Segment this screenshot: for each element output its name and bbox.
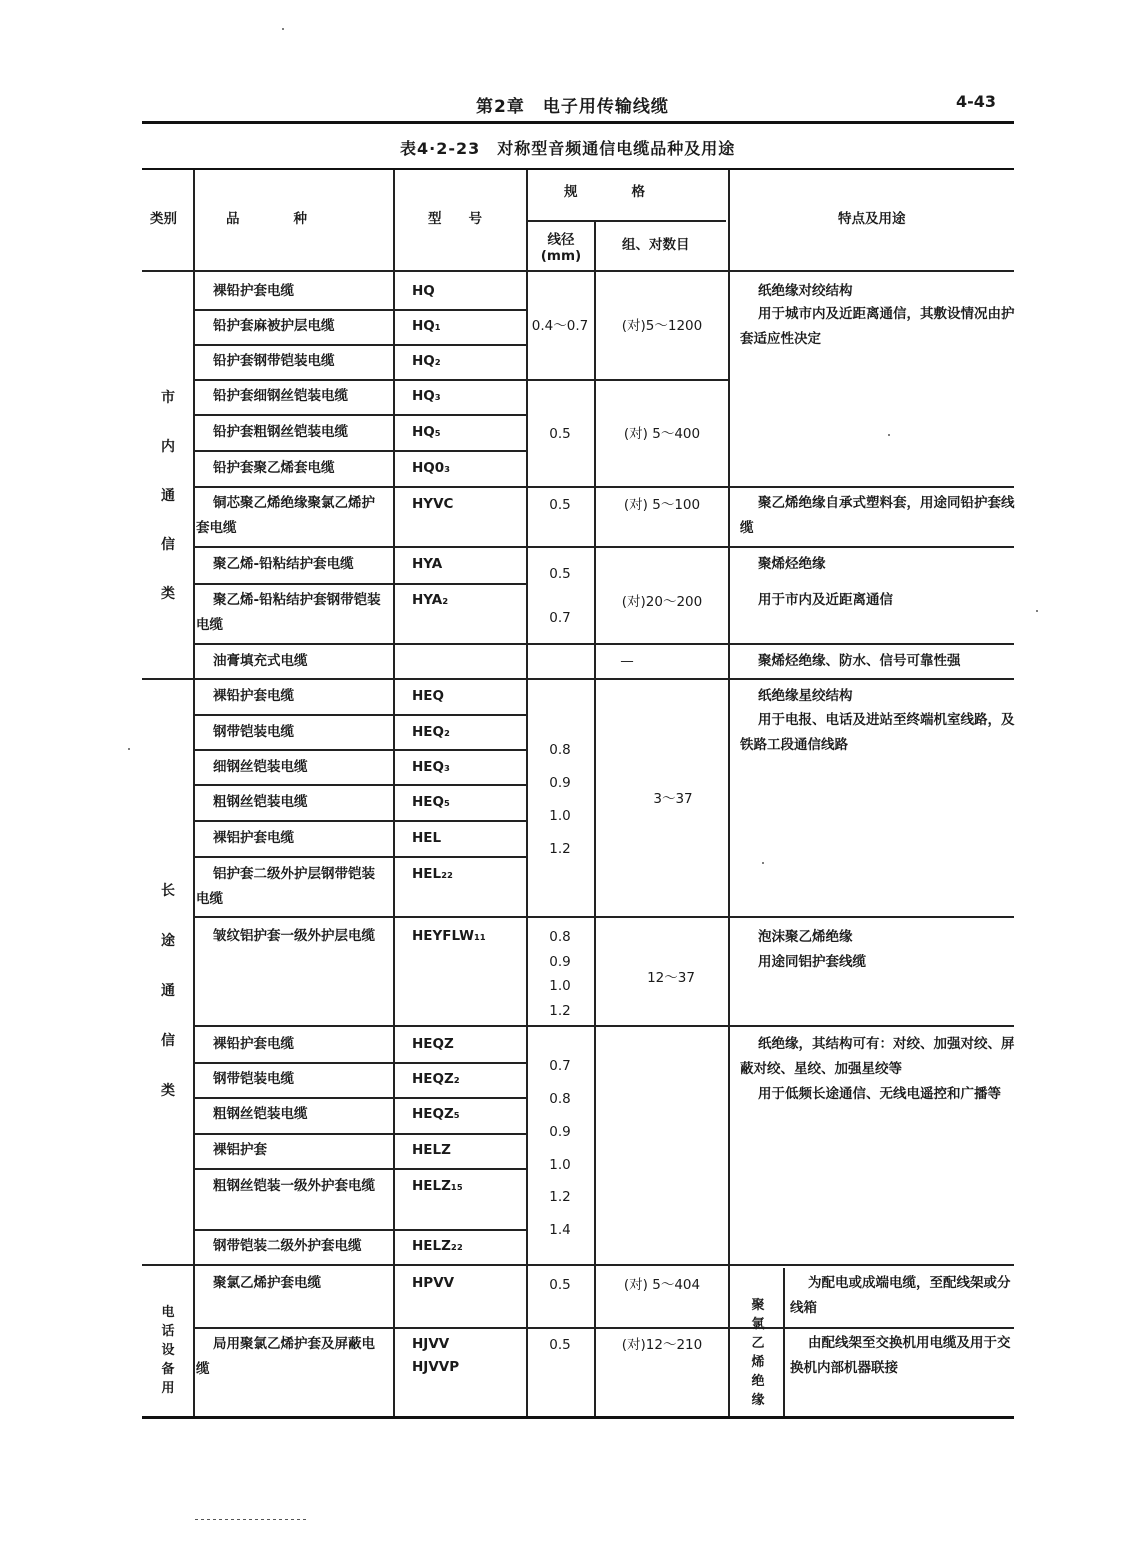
pairs-cell: (对)5～1200 xyxy=(621,318,703,334)
diameter-cell: 1.0 xyxy=(549,808,571,824)
variety-cell: 铅护套聚乙烯套电缆 xyxy=(213,460,335,476)
model-cell: HEQ₅ xyxy=(412,794,450,810)
model-cell: HEQZ₅ xyxy=(412,1106,460,1122)
diameter-cell: 0.9 xyxy=(549,954,571,970)
usage-cell: 聚乙烯绝缘自承式塑料套，用途同铅护套线缆 xyxy=(740,495,1015,536)
model-cell: HQ₃ xyxy=(412,388,441,404)
table-title: 表4·2-23 对称型音频通信电缆品种及用途 xyxy=(400,139,736,158)
diameter-cell: 1.0 xyxy=(549,978,571,994)
diameter-cell: 0.5 xyxy=(549,426,571,442)
pairs-cell: (对) 5～100 xyxy=(623,497,701,513)
grid-line xyxy=(193,583,526,585)
usage-cell: 用途同铝护套线缆 xyxy=(758,954,866,970)
usage-cell: 纸绝缘对绞结构 xyxy=(758,283,853,299)
table-top-rule xyxy=(142,168,1014,170)
grid-line xyxy=(193,170,195,1418)
usage-cell: 用于市内及近距离通信 xyxy=(758,592,893,608)
grid-line xyxy=(193,414,526,416)
pairs-cell: (对)12～210 xyxy=(621,1337,703,1353)
grid-line xyxy=(193,1168,526,1170)
scan-speck xyxy=(128,748,130,750)
usage-cell: 为配电或成端电缆，至配线架或分线箱 xyxy=(790,1275,1011,1316)
model-cell: HYA xyxy=(412,556,443,572)
grid-line xyxy=(193,749,526,751)
model-cell: HQ₂ xyxy=(412,353,441,369)
usage-cell: 用于城市内及近距离通信，其敷设情况由护套适应性决定 xyxy=(740,306,1015,347)
grid-line xyxy=(193,344,526,346)
grid-line xyxy=(193,450,526,452)
grid-line xyxy=(193,916,1014,918)
col-spec: 规 格 xyxy=(564,184,645,200)
model-cell: HQ₅ xyxy=(412,424,441,440)
usage-cell: 用于低频长途通信、无线电遥控和广播等 xyxy=(758,1086,1001,1102)
usage-insulation-label: 聚 氯 乙 烯 绝 缘 xyxy=(751,1298,765,1408)
diameter-cell: 0.5 xyxy=(549,1337,571,1353)
grid-line xyxy=(526,220,726,222)
grid-line xyxy=(193,309,526,311)
grid-line xyxy=(193,1133,526,1135)
diameter-cell: 0.7 xyxy=(549,1058,571,1074)
diameter-cell: 1.2 xyxy=(549,1003,571,1019)
category-long: 长 途 通 信 类 xyxy=(161,883,175,1099)
model-cell: HEL xyxy=(412,830,442,846)
usage-cell: 纸绝缘，其结构可有：对绞、加强对绞、屏蔽对绞、星绞、加强星绞等 xyxy=(740,1036,1015,1077)
diameter-cell: 0.9 xyxy=(549,775,571,791)
diameter-cell: 1.4 xyxy=(549,1222,571,1238)
variety-cell: 铜芯聚乙烯绝缘聚氯乙烯护套电缆 xyxy=(196,495,375,536)
col-pairs: 组、对数目 xyxy=(622,237,690,253)
model-cell: HEYFLW₁₁ xyxy=(412,928,486,944)
variety-cell: 聚氯乙烯护套电缆 xyxy=(213,1275,321,1291)
header-bottom-rule xyxy=(142,270,1014,272)
usage-cell: 用于电报、电话及进站至终端机室线路，及铁路工段通信线路 xyxy=(740,712,1015,753)
usage-cell: 纸绝缘星绞结构 xyxy=(758,688,853,704)
grid-line xyxy=(193,1229,526,1231)
diameter-cell: 1.0 xyxy=(549,1157,571,1173)
variety-cell: 铝护套二级外护层钢带铠装电缆 xyxy=(196,866,375,907)
category-city: 市 内 通 信 类 xyxy=(161,390,175,602)
scan-speck xyxy=(1036,610,1038,612)
grid-line xyxy=(783,1268,785,1418)
model-cell: HEQ₂ xyxy=(412,724,450,740)
variety-cell: 皱纹铝护套一级外护层电缆 xyxy=(213,928,375,944)
footer-dashed-line xyxy=(195,1519,307,1520)
variety-cell: 细钢丝铠装电缆 xyxy=(213,759,308,775)
diameter-cell: 0.7 xyxy=(549,610,571,626)
grid-line xyxy=(193,784,526,786)
variety-cell: 裸铅护套电缆 xyxy=(213,283,294,299)
scan-speck xyxy=(762,862,764,864)
usage-cell: 泡沫聚乙烯绝缘 xyxy=(758,929,853,945)
model-cell: HEL₂₂ xyxy=(412,866,453,882)
variety-cell: 铅护套麻被护层电缆 xyxy=(213,318,335,334)
diameter-cell: 1.2 xyxy=(549,1189,571,1205)
variety-cell: 钢带铠装电缆 xyxy=(213,724,294,740)
grid-line xyxy=(193,714,526,716)
grid-line xyxy=(193,379,728,381)
grid-line xyxy=(193,820,526,822)
grid-line xyxy=(783,1327,1014,1329)
diameter-cell: 0.8 xyxy=(549,929,571,945)
grid-line xyxy=(193,643,1014,645)
variety-cell: 聚乙烯-铅粘结护套电缆 xyxy=(213,556,354,572)
scan-speck xyxy=(282,28,284,30)
variety-cell: 钢带铠装二级外护套电缆 xyxy=(213,1238,362,1254)
diameter-cell: 1.2 xyxy=(549,841,571,857)
variety-cell: 裸铅护套电缆 xyxy=(213,688,294,704)
model-cell: HYVC xyxy=(412,496,454,512)
category-phone: 电 话 设 备 用 xyxy=(161,1305,175,1396)
model-cell: HQ xyxy=(412,283,435,299)
spec-dash: — xyxy=(620,653,634,669)
model-cell: HEQ xyxy=(412,688,444,704)
header-rule xyxy=(142,121,1014,124)
model-cell: HQ₁ xyxy=(412,318,441,334)
diameter-cell: 0.9 xyxy=(549,1124,571,1140)
col-category: 类别 xyxy=(150,211,177,227)
model-cell: HEQ₃ xyxy=(412,759,450,775)
chapter-header: 第2章 电子用传输线缆 xyxy=(476,97,669,117)
usage-cell: 聚烯烃绝缘 xyxy=(758,556,826,572)
diameter-cell: 0.5 xyxy=(549,1277,571,1293)
variety-cell: 铅护套细钢丝铠装电缆 xyxy=(213,388,348,404)
col-diameter: 线径 (mm) xyxy=(540,232,582,264)
variety-cell: 裸铝护套电缆 xyxy=(213,830,294,846)
variety-cell: 聚乙烯-铅粘结护套钢带铠装电缆 xyxy=(196,592,381,633)
diameter-cell: 0.8 xyxy=(549,1091,571,1107)
section-rule xyxy=(142,678,1014,680)
page-number: 4-43 xyxy=(956,92,997,111)
model-cell: HYA₂ xyxy=(412,592,449,608)
pairs-cell: (对) 5～400 xyxy=(623,426,701,442)
variety-cell: 粗钢丝铠装一级外护套电缆 xyxy=(213,1178,375,1194)
section-rule xyxy=(142,1264,1014,1266)
model-cell: HELZ₁₅ xyxy=(412,1178,463,1194)
pairs-cell: (对) 5～404 xyxy=(623,1277,701,1293)
model-cell: HJVV xyxy=(412,1336,450,1352)
grid-line xyxy=(193,856,526,858)
grid-line xyxy=(193,1025,1014,1027)
col-model: 型 号 xyxy=(428,211,482,227)
variety-cell: 裸铝护套 xyxy=(213,1142,267,1158)
diameter-cell: 0.5 xyxy=(549,566,571,582)
pairs-cell: (对)20～200 xyxy=(621,594,703,610)
model-cell: HEQZ₂ xyxy=(412,1071,460,1087)
col-usage: 特点及用途 xyxy=(838,211,906,227)
usage-cell: 由配线架至交换机用电缆及用于交换机内部机器联接 xyxy=(790,1335,1011,1376)
model-cell: HELZ₂₂ xyxy=(412,1238,463,1254)
grid-line xyxy=(193,1097,526,1099)
variety-cell: 粗钢丝铠装电缆 xyxy=(213,794,308,810)
diameter-cell: 0.5 xyxy=(549,497,571,513)
grid-line xyxy=(594,220,596,1418)
variety-cell: 铅护套钢带铠装电缆 xyxy=(213,353,335,369)
variety-cell: 裸铅护套电缆 xyxy=(213,1036,294,1052)
grid-line xyxy=(393,170,395,1418)
scan-speck xyxy=(888,434,890,436)
model-cell: HJVVP xyxy=(412,1359,460,1375)
variety-cell: 钢带铠装电缆 xyxy=(213,1071,294,1087)
variety-cell: 局用聚氯乙烯护套及屏蔽电缆 xyxy=(196,1336,375,1377)
grid-line xyxy=(193,486,1014,488)
table-bottom-rule xyxy=(142,1416,1014,1419)
model-cell: HELZ xyxy=(412,1142,451,1158)
variety-cell: 铅护套粗钢丝铠装电缆 xyxy=(213,424,348,440)
grid-line xyxy=(193,546,1014,548)
pairs-cell: 12～37 xyxy=(647,970,695,986)
model-cell: HQ0₃ xyxy=(412,460,451,476)
grid-line xyxy=(193,1062,526,1064)
variety-cell: 粗钢丝铠装电缆 xyxy=(213,1106,308,1122)
grid-line xyxy=(193,1327,783,1329)
variety-cell: 油膏填充式电缆 xyxy=(213,653,308,669)
model-cell: HPVV xyxy=(412,1275,455,1291)
pairs-cell: 3～37 xyxy=(653,791,693,807)
diameter-cell: 0.4～0.7 xyxy=(531,318,589,334)
col-variety: 品 种 xyxy=(226,211,307,227)
model-cell: HEQZ xyxy=(412,1036,454,1052)
usage-cell: 聚烯烃绝缘、防水、信号可靠性强 xyxy=(758,653,961,669)
diameter-cell: 0.8 xyxy=(549,742,571,758)
